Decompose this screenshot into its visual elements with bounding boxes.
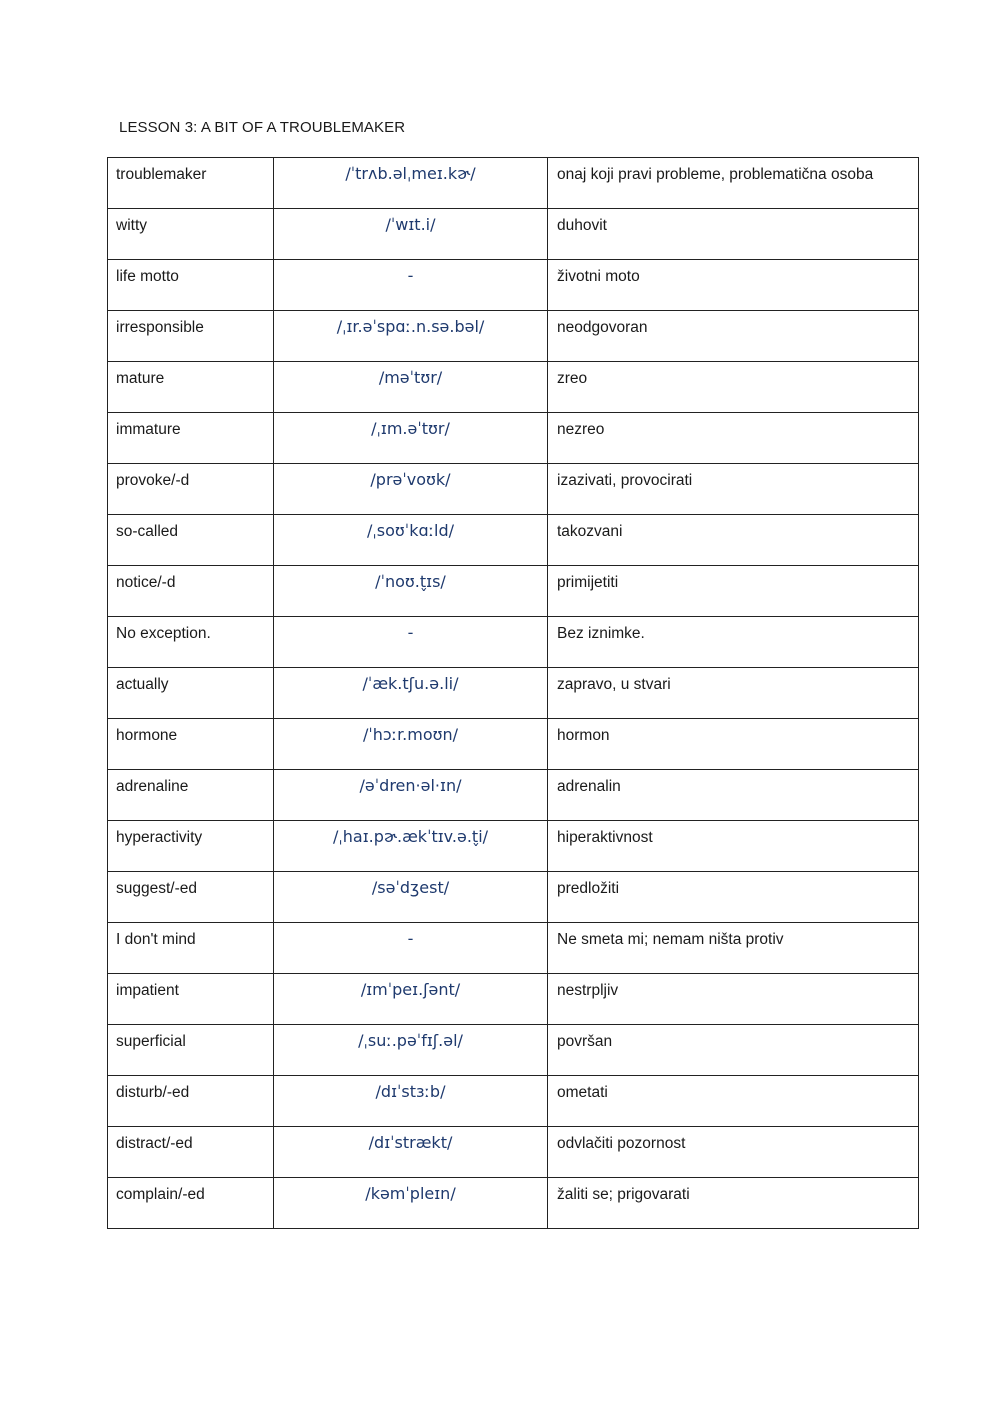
word-cell: hormone (108, 719, 274, 770)
table-row (108, 1025, 919, 1076)
table-row (108, 515, 919, 566)
table-row (108, 974, 919, 1025)
table-row (108, 719, 919, 770)
table-row (108, 821, 919, 872)
translation-cell: žaliti se; prigovarati (548, 1178, 919, 1229)
translation-cell: ometati (548, 1076, 919, 1127)
translation-cell: Ne smeta mi; nemam ništa protiv (548, 923, 919, 974)
translation-cell: zapravo, u stvari (548, 668, 919, 719)
translation-cell: nestrpljiv (548, 974, 919, 1025)
pronunciation-cell: /ˌhaɪ.pɚ.ækˈtɪv.ə.t̬i/ (274, 821, 548, 872)
table-row (108, 1127, 919, 1178)
word-cell: notice/-d (108, 566, 274, 617)
table-row (108, 566, 919, 617)
translation-cell: nezreo (548, 413, 919, 464)
translation-cell: zreo (548, 362, 919, 413)
pronunciation-cell: /ˈæk.tʃu.ə.li/ (274, 668, 548, 719)
translation-cell: onaj koji pravi probleme, problematična osoba (548, 158, 919, 209)
pronunciation-cell: /ˈtrʌb.əlˌmeɪ.kɚ/ (274, 158, 548, 209)
word-cell: adrenaline (108, 770, 274, 821)
word-cell: impatient (108, 974, 274, 1025)
pronunciation-cell: - (274, 617, 548, 668)
translation-cell: duhovit (548, 209, 919, 260)
pronunciation-cell: /ɪmˈpeɪ.ʃənt/ (274, 974, 548, 1025)
translation-cell: površan (548, 1025, 919, 1076)
vocabulary-table (107, 157, 919, 1229)
translation-cell: primijetiti (548, 566, 919, 617)
table-row (108, 1178, 919, 1229)
pronunciation-cell: /səˈdʒest/ (274, 872, 548, 923)
table-row (108, 872, 919, 923)
translation-cell: životni moto (548, 260, 919, 311)
pronunciation-cell: /məˈtʊr/ (274, 362, 548, 413)
pronunciation-cell: /ˈwɪt.i/ (274, 209, 548, 260)
word-cell: mature (108, 362, 274, 413)
pronunciation-cell: /ˌɪr.əˈspɑː.n.sə.bəl/ (274, 311, 548, 362)
page-title: LESSON 3: A BIT OF A TROUBLEMAKER (119, 119, 406, 136)
translation-cell: odvlačiti pozornost (548, 1127, 919, 1178)
table-row (108, 770, 919, 821)
word-cell: immature (108, 413, 274, 464)
table-row (108, 158, 919, 209)
translation-cell: adrenalin (548, 770, 919, 821)
table-row (108, 260, 919, 311)
word-cell: actually (108, 668, 274, 719)
table-row (108, 413, 919, 464)
table-row (108, 923, 919, 974)
word-cell: I don't mind (108, 923, 274, 974)
pronunciation-cell: /əˈdren·əl·ɪn/ (274, 770, 548, 821)
pronunciation-cell: /ˌsuː.pəˈfɪʃ.əl/ (274, 1025, 548, 1076)
translation-cell: Bez iznimke. (548, 617, 919, 668)
word-cell: troublemaker (108, 158, 274, 209)
word-cell: so-called (108, 515, 274, 566)
pronunciation-cell: - (274, 923, 548, 974)
word-cell: irresponsible (108, 311, 274, 362)
word-cell: superficial (108, 1025, 274, 1076)
word-cell: distract/-ed (108, 1127, 274, 1178)
translation-cell: takozvani (548, 515, 919, 566)
table-row (108, 209, 919, 260)
word-cell: provoke/-d (108, 464, 274, 515)
table-row (108, 1076, 919, 1127)
pronunciation-cell: /dɪˈstɜːb/ (274, 1076, 548, 1127)
translation-cell: hiperaktivnost (548, 821, 919, 872)
translation-cell: predložiti (548, 872, 919, 923)
translation-cell: hormon (548, 719, 919, 770)
table-row (108, 617, 919, 668)
pronunciation-cell: /dɪˈstrækt/ (274, 1127, 548, 1178)
pronunciation-cell: /ˌsoʊˈkɑːld/ (274, 515, 548, 566)
table-row (108, 362, 919, 413)
table-row (108, 668, 919, 719)
pronunciation-cell: /ˈnoʊ.t̬ɪs/ (274, 566, 548, 617)
word-cell: disturb/-ed (108, 1076, 274, 1127)
table-row (108, 464, 919, 515)
word-cell: No exception. (108, 617, 274, 668)
word-cell: witty (108, 209, 274, 260)
pronunciation-cell: /kəmˈpleɪn/ (274, 1178, 548, 1229)
pronunciation-cell: /ˈhɔːr.moʊn/ (274, 719, 548, 770)
table-row (108, 311, 919, 362)
word-cell: life motto (108, 260, 274, 311)
pronunciation-cell: - (274, 260, 548, 311)
pronunciation-cell: /prəˈvoʊk/ (274, 464, 548, 515)
word-cell: hyperactivity (108, 821, 274, 872)
word-cell: suggest/-ed (108, 872, 274, 923)
translation-cell: izazivati, provocirati (548, 464, 919, 515)
word-cell: complain/-ed (108, 1178, 274, 1229)
pronunciation-cell: /ˌɪm.əˈtʊr/ (274, 413, 548, 464)
translation-cell: neodgovoran (548, 311, 919, 362)
